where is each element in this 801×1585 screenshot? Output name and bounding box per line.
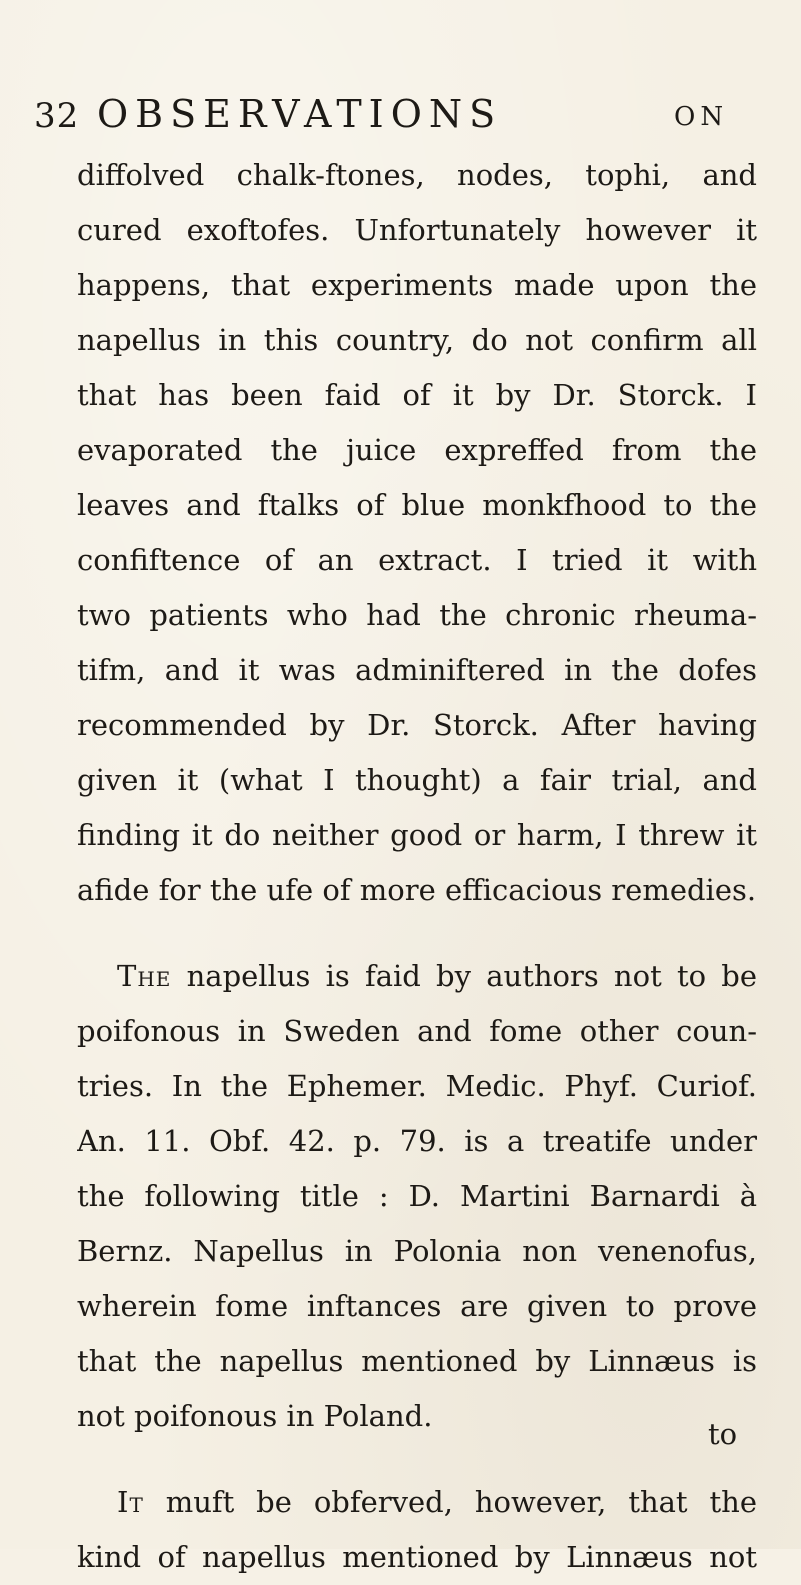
text-line <box>77 949 757 1004</box>
body-text <box>77 148 757 1585</box>
text-line: tries. In the Ephemer. Medic. Phyf. Curiof. <box>77 1069 757 1103</box>
text-line: that has been faid of it by Dr. Storck. I <box>77 378 757 412</box>
text-line: not poifonous in Poland. <box>77 1399 433 1433</box>
text-line <box>77 1475 757 1530</box>
text-line: afide for the ufe of more efficacious remedies. <box>77 873 757 907</box>
text-line: wherein fome inftances are given to prove <box>77 1289 757 1323</box>
paragraph-gap <box>77 1444 757 1475</box>
text-line: Bernz. Napellus in Polonia non venenofus, <box>77 1234 757 1268</box>
text-line: cured exoftofes. Unfortunately however it <box>77 213 757 247</box>
text-line: recommended by Dr. Storck. After having <box>77 708 757 742</box>
text-line-rest: napellus is faid by authors not to be <box>171 959 757 993</box>
text-line: An. 11. Obf. 42. p. 79. is a treatife under <box>77 1124 757 1158</box>
running-head-on: ON <box>674 102 729 132</box>
paragraph-gap <box>77 918 757 949</box>
text-line: that the napellus mentioned by Linnæus is <box>77 1344 757 1378</box>
text-line: the following title : D. Martini Barnardi à <box>77 1179 757 1213</box>
text-line: leaves and ftalks of blue monkfhood to the <box>77 488 757 522</box>
running-head-title: OBSERVATIONS <box>97 92 503 136</box>
text-line: tifm, and it was adminiftered in the dofes <box>77 653 757 687</box>
text-line-rest: muft be obferved, however, that the <box>143 1485 757 1519</box>
catchword: to <box>708 1417 738 1451</box>
text-line: confiftence of an extract. I tried it with <box>77 543 757 577</box>
text-line: evaporated the juice expreffed from the <box>77 433 757 467</box>
text-line: happens, that experiments made upon the <box>77 268 757 302</box>
text-line: given it (what I thought) a fair trial, and <box>77 763 757 797</box>
page-number: 32 <box>34 96 80 136</box>
text-line: finding it do neither good or harm, I threw it <box>77 818 757 852</box>
text-line: kind of napellus mentioned by Linnæus not <box>77 1540 757 1574</box>
paragraph-lead: The <box>117 959 172 993</box>
text-line: diffolved chalk-ftones, nodes, tophi, and <box>77 158 757 192</box>
text-line: poifonous in Sweden and fome other coun- <box>77 1014 757 1048</box>
text-line: napellus in this country, do not confirm all <box>77 323 757 357</box>
text-line: two patients who had the chronic rheuma- <box>77 598 757 632</box>
paragraph-lead: It <box>117 1485 144 1519</box>
running-head <box>34 92 734 142</box>
